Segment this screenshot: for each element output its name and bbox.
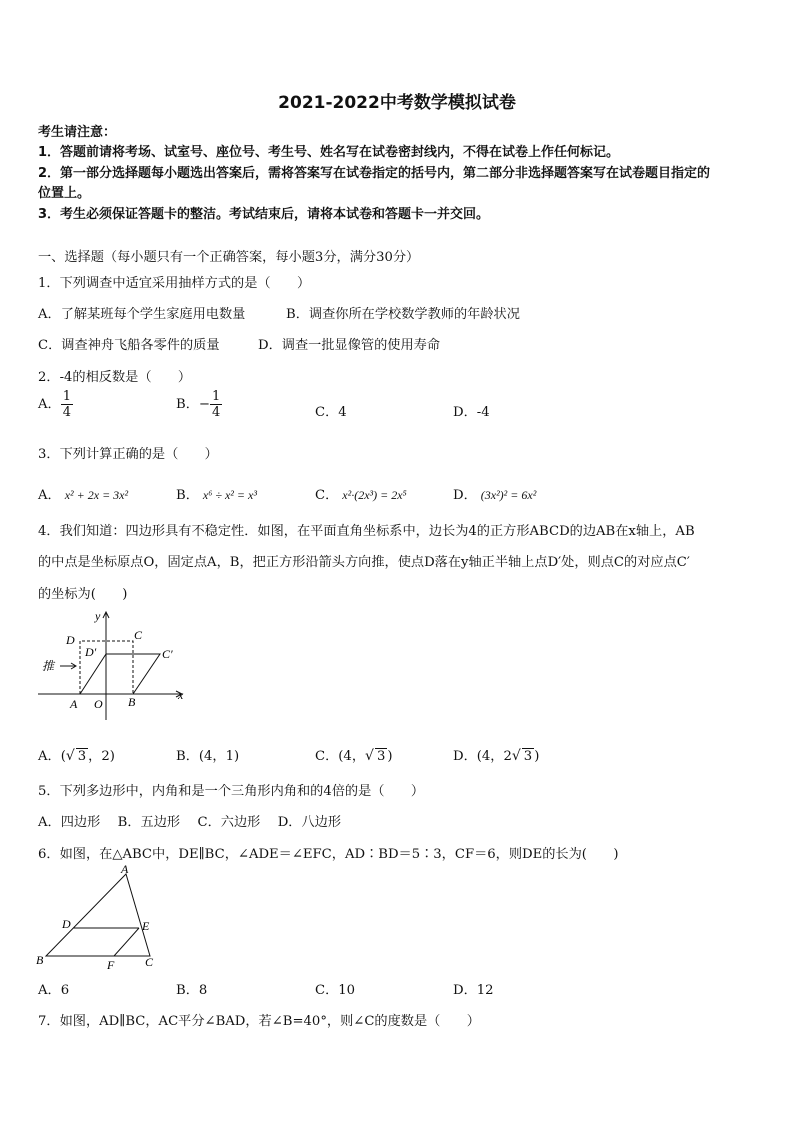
q2-option-d[interactable]: D．-4 bbox=[453, 405, 490, 420]
q4-option-d[interactable] bbox=[453, 745, 539, 764]
q4-a-label: A．( bbox=[38, 749, 66, 764]
q4-d-coef: 2 bbox=[503, 749, 512, 764]
q1-option-c[interactable]: C．调查神舟飞船各零件的质量 bbox=[38, 338, 220, 353]
q3-d-expr: (3x²)² = 6x² bbox=[480, 488, 537, 502]
q3-stem: 3．下列计算正确的是（ ） bbox=[38, 447, 218, 462]
q6-label-b: B bbox=[36, 953, 44, 967]
q4-parallelogram bbox=[80, 654, 160, 694]
q3-d-label: D． bbox=[453, 488, 477, 503]
q6-label-c: C bbox=[145, 955, 154, 969]
q3-c-expr: x²·(2x³) = 2x⁵ bbox=[342, 488, 407, 502]
q6-figure bbox=[34, 862, 164, 972]
q6-stem: 6．如图，在△ABC中，DE∥BC，∠ADE＝∠EFC，AD∶BD＝5∶3，CF＝6，则DE的长为( ) bbox=[38, 847, 619, 862]
q2-stem: 2．-4的相反数是（ ） bbox=[38, 370, 192, 385]
q4-label-b: B bbox=[128, 695, 136, 709]
q3-option-a[interactable] bbox=[38, 484, 128, 503]
q4-d-radicand: 3 bbox=[523, 749, 533, 764]
q1-option-b[interactable]: B．调查你所在学校数学教师的年龄状况 bbox=[286, 307, 520, 322]
q6-option-c[interactable]: C．10 bbox=[315, 983, 356, 998]
q4-label-y: y bbox=[95, 609, 101, 623]
q2-option-c[interactable]: C．4 bbox=[315, 405, 347, 420]
q4-figure bbox=[36, 608, 196, 726]
q3-c-label: C． bbox=[315, 488, 339, 503]
q4-a-radicand: 3 bbox=[77, 749, 87, 764]
q3-a-expr: x² + 2x = 3x² bbox=[64, 488, 129, 502]
q2-a-num: 1 bbox=[62, 389, 71, 404]
q6-label-e: E bbox=[142, 919, 150, 933]
page-title: 2021-2022中考数学模拟试卷 bbox=[278, 93, 516, 113]
q4-c-sqrt-icon: √ bbox=[365, 748, 374, 764]
q4-label-c: C bbox=[134, 628, 143, 642]
notice-item-1: 1．答题前请将考场、试室号、座位号、考生号、姓名写在试卷密封线内，不得在试卷上作任何标记。 bbox=[38, 145, 620, 160]
notice-item-2-cont: 位置上。 bbox=[38, 186, 91, 201]
q3-b-expr: x⁶ ÷ x² = x³ bbox=[202, 488, 257, 502]
q1-option-d[interactable]: D．调查一批显像管的使用寿命 bbox=[258, 338, 441, 353]
q6-triangle-abc bbox=[46, 874, 150, 956]
q2-a-fraction bbox=[61, 389, 73, 420]
q3-b-label: B． bbox=[176, 488, 199, 503]
q2-option-a[interactable] bbox=[38, 389, 73, 420]
q4-label-d: D bbox=[66, 633, 75, 647]
section-heading: 一、选择题（每小题只有一个正确答案，每小题3分，满分30分） bbox=[38, 250, 420, 265]
q2-b-den: 4 bbox=[211, 405, 221, 420]
q4-d-label: D．(4， bbox=[453, 749, 504, 764]
q6-label-a: A bbox=[121, 862, 129, 876]
q6-option-d[interactable]: D．12 bbox=[453, 983, 494, 998]
notice-item-2: 2．第一部分选择题每小题选出答案后，需将答案写在试卷指定的括号内，第二部分非选择题答案写在试卷题目指定的 bbox=[38, 166, 711, 181]
q4-label-x: x bbox=[178, 688, 184, 702]
q4-c-label: C．(4， bbox=[315, 749, 366, 764]
q3-option-b[interactable] bbox=[176, 484, 257, 503]
q3-option-d[interactable] bbox=[453, 484, 536, 503]
q3-option-c[interactable] bbox=[315, 484, 407, 503]
q2-b-sign: − bbox=[198, 397, 210, 412]
q4-label-a: A bbox=[70, 697, 78, 711]
q4-stem-line1: 4．我们知道：四边形具有不稳定性．如图，在平面直角坐标系中，边长为4的正方形ABCD的边AB在x轴上，AB bbox=[38, 524, 695, 539]
q4-label-o: O bbox=[94, 697, 103, 711]
q4-stem-line2: 的中点是坐标原点O，固定点A，B，把正方形沿箭头方向推，使点D落在y轴正半轴上点D′处，则点C的对应点C′ bbox=[38, 555, 690, 570]
q5-stem: 5．下列多边形中，内角和是一个三角形内角和的4倍的是（ ） bbox=[38, 784, 425, 799]
q6-option-b[interactable]: B．8 bbox=[176, 983, 208, 998]
q7-stem: 7．如图，AD∥BC，AC平分∠BAD，若∠B=40°，则∠C的度数是（ ） bbox=[38, 1014, 480, 1029]
q1-option-a[interactable]: A．了解某班每个学生家庭用电数量 bbox=[38, 307, 246, 322]
q4-option-b[interactable]: B．(4，1) bbox=[176, 749, 240, 764]
q4-stem-line3: 的坐标为( ) bbox=[38, 587, 128, 602]
q4-label-push: 推 bbox=[42, 659, 55, 673]
q4-c-radicand: 3 bbox=[376, 749, 386, 764]
notice-heading: 考生请注意： bbox=[38, 125, 117, 140]
q2-b-num: 1 bbox=[211, 389, 221, 404]
q2-option-b[interactable] bbox=[176, 389, 222, 420]
q2-a-label: A． bbox=[38, 397, 61, 412]
q4-option-a[interactable] bbox=[38, 745, 115, 764]
q4-label-cprime: C′ bbox=[162, 647, 173, 661]
q1-stem: 1．下列调查中适宜采用抽样方式的是（ ） bbox=[38, 276, 311, 291]
q4-label-dprime: D′ bbox=[85, 645, 97, 659]
q4-d-sqrt-icon: √ bbox=[511, 748, 521, 764]
q4-a-sqrt-icon: √ bbox=[65, 748, 75, 764]
q2-a-den: 4 bbox=[62, 405, 71, 420]
q6-segment-ef bbox=[114, 928, 139, 956]
q6-label-d: D bbox=[62, 917, 71, 931]
q2-b-fraction bbox=[210, 389, 222, 420]
q4-d-end: ) bbox=[534, 749, 540, 764]
q6-label-f: F bbox=[107, 958, 115, 972]
q4-a-end: ，2) bbox=[88, 749, 115, 764]
q2-b-label: B． bbox=[176, 397, 199, 412]
notice-item-3: 3．考生必须保证答题卡的整洁。考试结束后，请将本试卷和答题卡一并交回。 bbox=[38, 207, 490, 222]
q3-a-label: A． bbox=[38, 488, 61, 503]
q4-option-c[interactable] bbox=[315, 745, 392, 764]
q4-c-end: ) bbox=[387, 749, 393, 764]
q6-option-a[interactable]: A．6 bbox=[38, 983, 70, 998]
q5-options[interactable]: A．四边形 B．五边形 C．六边形 D．八边形 bbox=[38, 815, 342, 830]
